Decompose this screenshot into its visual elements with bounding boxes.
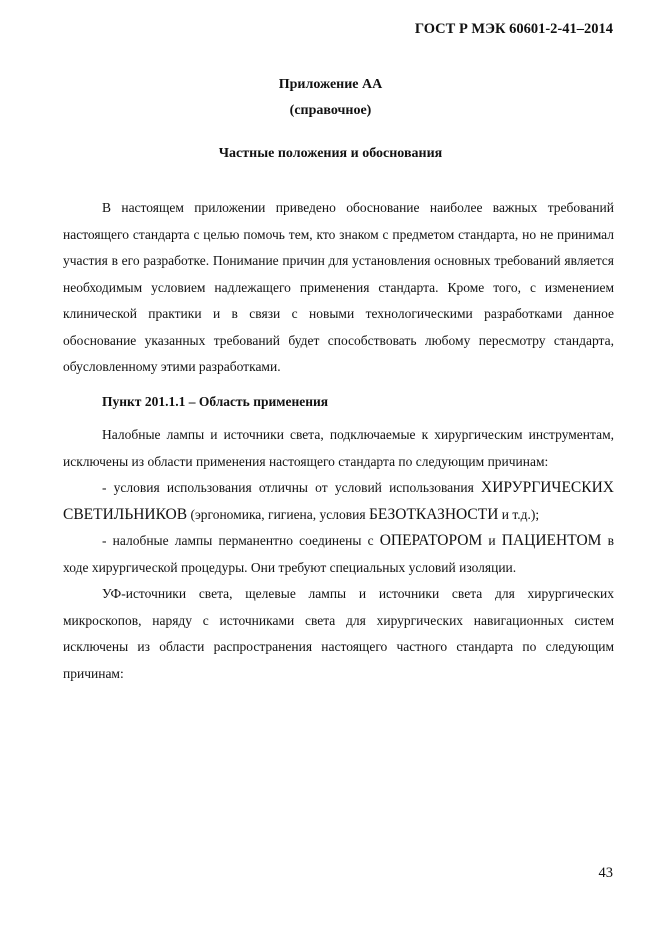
- scope-paragraph-1: Налобные лампы и источники света, подключаемые к хирургическим инструментам, исключены из области применения настоящего стандарта по следующим причинам:: [63, 427, 614, 469]
- bullet-2-text-c: в ходе хирургической процедуры. Они требуют специальных условий изоляции.: [63, 533, 614, 575]
- term-surgical-luminaires: ХИРУРГИЧЕСКИХ СВЕТИЛЬНИКОВ: [63, 479, 614, 523]
- clause-heading: Пункт 201.1.1 – Область применения: [102, 393, 329, 409]
- intro-paragraph: В настоящем приложении приведено обоснование наиболее важных требований настоящего стандарта с целью помочь тем, кто знаком с предметом стандарта, но не принимал участия в его разработке. Понимание причин для установления основных требований является необходимым условием надлежащего применения стандарта. Кроме того, с изменением клинической практики и в связи с новыми технологическими разработками данное обоснование указанных требований будет способствовать любому пересмотру стандарта, обусловленному этими разработками.: [63, 200, 614, 374]
- bullet-item-2: [63, 528, 614, 581]
- document-code: ГОСТ Р МЭК 60601-2-41–2014: [414, 21, 613, 37]
- scope-paragraph-2: УФ-источники света, щелевые лампы и источники света для хирургических микроскопов, наряду с источниками света для хирургических навигационных систем исключены из области распространения настоящего частного стандарта по следующим причинам:: [63, 586, 614, 681]
- annex-heading: Частные положения и обоснования: [218, 146, 443, 161]
- bullet-item-1: [63, 475, 614, 528]
- annex-title: Приложение АА: [278, 77, 383, 92]
- bullet-1-text-b: (эргономика, гигиена, условия: [187, 506, 369, 522]
- term-operator: ОПЕРАТОРОМ: [379, 532, 483, 549]
- term-reliability: БЕЗОТКАЗНОСТИ: [368, 505, 499, 523]
- term-patient: ПАЦИЕНТОМ: [501, 532, 602, 549]
- annex-subtitle: (справочное): [289, 103, 372, 118]
- bullet-1-text-a: - условия использования отличны от условий использования: [102, 480, 482, 495]
- page-number: 43: [598, 865, 613, 881]
- bullet-1-text-c: и т.д.);: [498, 506, 540, 522]
- bullet-2-text-a: - налобные лампы перманентно соединены с: [102, 533, 380, 548]
- document-body: [63, 195, 614, 687]
- bullet-2-text-b: и: [482, 533, 502, 548]
